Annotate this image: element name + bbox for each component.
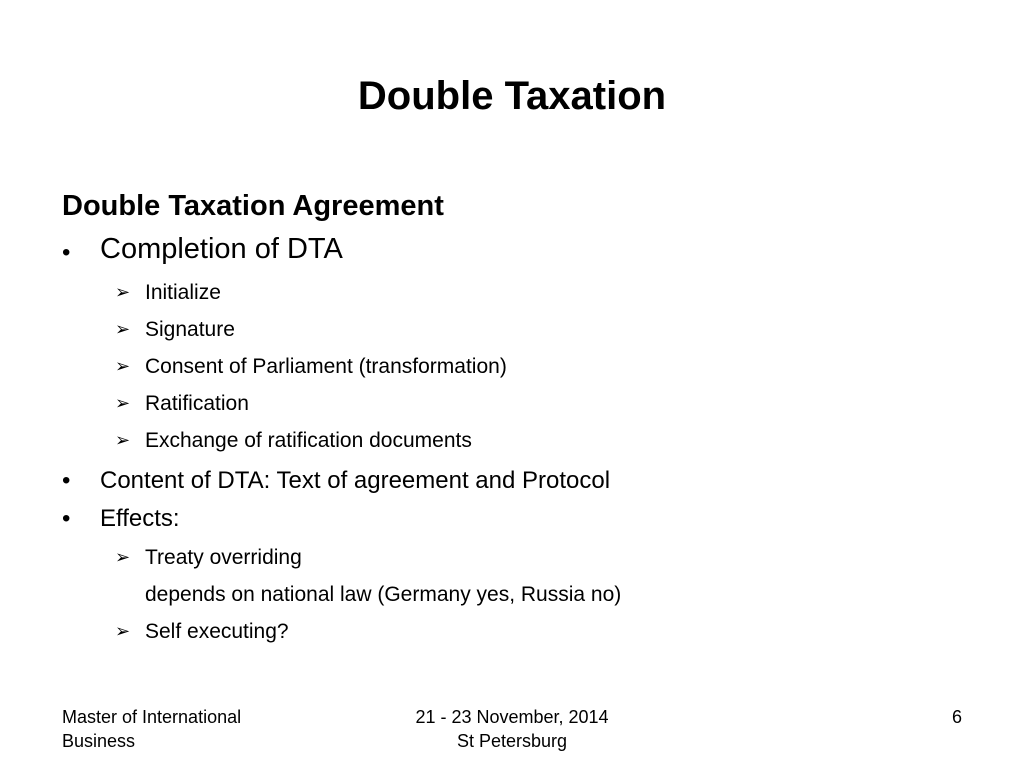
- bullet-text: Completion of DTA: [100, 233, 343, 265]
- subitem-continuation-text: [62, 576, 982, 613]
- footer-date-location: [362, 705, 662, 753]
- footer-page-number: [900, 705, 962, 729]
- footer-location: St Petersburg: [456, 731, 568, 751]
- arrow-bullet-icon: ➢: [115, 356, 131, 376]
- arrow-bullet-icon: ➢: [115, 319, 131, 339]
- arrow-bullet-icon: ➢: [115, 430, 131, 450]
- footer-date: 21 - 23 November, 2014: [415, 707, 609, 727]
- subitem-text: Self executing?: [145, 620, 289, 643]
- slide-title: Double Taxation: [357, 74, 667, 118]
- bullet-completion-of-dta: [62, 230, 982, 268]
- arrow-bullet-icon: ➢: [115, 621, 131, 641]
- subitem-consent-of-parliament: [62, 348, 982, 385]
- subitem-text: Treaty overriding: [145, 546, 302, 569]
- footer-program-name: [62, 705, 302, 753]
- subitem-ratification: [62, 385, 982, 422]
- bullet-effects: [62, 503, 982, 535]
- subitem-text: depends on national law (Germany yes, Russia no): [145, 583, 622, 606]
- subitem-text: Exchange of ratification documents: [145, 429, 472, 452]
- subitem-text: Consent of Parliament (transformation): [145, 355, 507, 378]
- subitem-text: Initialize: [145, 281, 221, 304]
- footer-left-line2: Business: [62, 731, 136, 751]
- bullet-dot-icon: •: [62, 505, 71, 532]
- page-number: 6: [951, 707, 962, 727]
- slide-content: [62, 186, 982, 650]
- bullet-text: Effects:: [100, 505, 180, 532]
- section-heading: Double Taxation Agreement: [62, 190, 444, 222]
- subitem-exchange-of-documents: [62, 422, 982, 459]
- arrow-bullet-icon: ➢: [115, 547, 131, 567]
- arrow-bullet-icon: ➢: [115, 393, 131, 413]
- bullet-text: Content of DTA: Text of agreement and Protocol: [100, 467, 611, 494]
- bullet-dot-icon: •: [62, 467, 71, 494]
- subitem-self-executing: [62, 613, 982, 650]
- subitem-initialize: [62, 274, 982, 311]
- subitem-text: Signature: [145, 318, 235, 341]
- bullet-dot-icon: •: [62, 239, 71, 266]
- arrow-bullet-icon: ➢: [115, 282, 131, 302]
- subitem-signature: [62, 311, 982, 348]
- bullet-content-of-dta: [62, 465, 982, 497]
- footer-left-line1: Master of International: [62, 707, 242, 727]
- subitem-treaty-overriding: [62, 539, 982, 576]
- subitem-text: Ratification: [145, 392, 249, 415]
